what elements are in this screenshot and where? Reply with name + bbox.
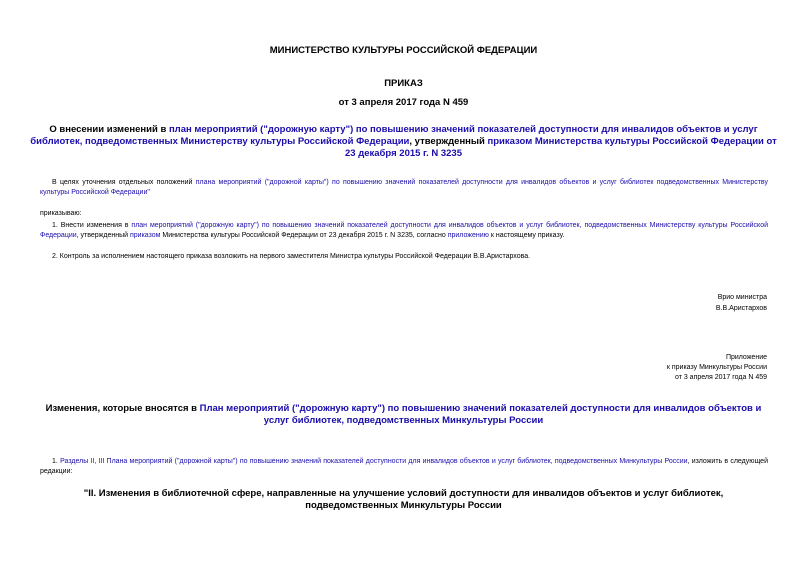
changes-title-link[interactable]: План мероприятий ("дорожную карту") по повышению значений показателей доступности для инвалидов объектов и услуг библиотек, подведомственных Минкультуры России (199, 403, 762, 426)
document-type: ПРИКАЗ (384, 78, 423, 89)
item-1-text-4: к настоящему приказу. (488, 232, 565, 239)
appendix-block (667, 353, 767, 383)
signature-block (716, 292, 767, 314)
changes-1-link[interactable]: Разделы II, III Плана мероприятий ("дорожной карты") по повышению значений показателей доступности для инвалидов объектов и услуг библиотек, подведомственных Минкультуры России (60, 458, 688, 465)
appendix-line-1: Приложение (725, 354, 767, 361)
title-link-plan[interactable]: план мероприятий ("дорожную карту") по повышению значений показателей доступности для инвалидов объектов и услуг библиотек, подведомственных Министерству культуры Российской Федерации (30, 124, 758, 147)
item-1-text-2: , утвержденный (76, 232, 130, 239)
section-title: "II. Изменения в библиотечной сфере, направленные на улучшение условий доступности для инвалидов объектов и услуг библиотек, подведомственных Минкультуры России (83, 488, 724, 511)
item-1-link-plan[interactable]: план мероприятий ("дорожную карту") по повышению значений показателей доступности для инвалидов объектов и услуг библиотек, подведомственных Министерству культуры Российской Федерации (40, 222, 769, 239)
paragraph-purpose-link[interactable]: плана мероприятий ("дорожной карты") по повышению значений показателей доступности для инвалидов объектов и услуг библиотек подведомственных Министерству культуры Российской Федерации" (40, 179, 768, 196)
item-1-link-order[interactable]: приказом (129, 232, 161, 239)
item-1-link-appendix[interactable]: приложению (447, 232, 489, 239)
item-1-text-3: Министерства культуры Российской Федерации от 23 декабря 2015 г. N 3235, согласно (160, 232, 448, 239)
ministry-heading: МИНИСТЕРСТВО КУЛЬТУРЫ РОССИЙСКОЙ ФЕДЕРАЦИИ (269, 45, 538, 56)
paragraph-changes-1 (40, 457, 768, 477)
changes-title-text: Изменения, которые вносятся в (45, 403, 200, 414)
title-text-2: , утвержденный (409, 136, 488, 147)
item-1-text-1: 1. Внести изменения в (52, 222, 132, 229)
document-title (30, 124, 777, 160)
paragraph-purpose-text: В целях уточнения отдельных положений (52, 179, 196, 186)
paragraph-item-2: 2. Контроль за исполнением настоящего приказа возложить на первого заместителя Министра культуры Российской Федерации В.В.Аристархова. (52, 253, 531, 260)
changes-1-text-2: , изложить в следующей редакции: (40, 458, 768, 475)
changes-1-text-1: 1. (52, 458, 61, 465)
appendix-line-3: от 3 апреля 2017 года N 459 (674, 374, 767, 381)
paragraph-orders: приказываю: (40, 210, 82, 217)
title-link-order[interactable]: приказом Министерства культуры Российской Федерации от 23 декабря 2015 г. N 3235 (345, 136, 777, 159)
paragraph-item-1 (40, 221, 768, 241)
changes-title (40, 403, 767, 427)
signature-name: В.В.Аристархов (715, 305, 767, 312)
document-date: от 3 апреля 2017 года N 459 (338, 97, 469, 108)
signature-position: Врио министра (717, 294, 767, 301)
appendix-line-2: к приказу Минкультуры России (666, 364, 767, 371)
paragraph-purpose (40, 178, 768, 198)
title-text-1: О внесении изменений в (49, 124, 169, 135)
